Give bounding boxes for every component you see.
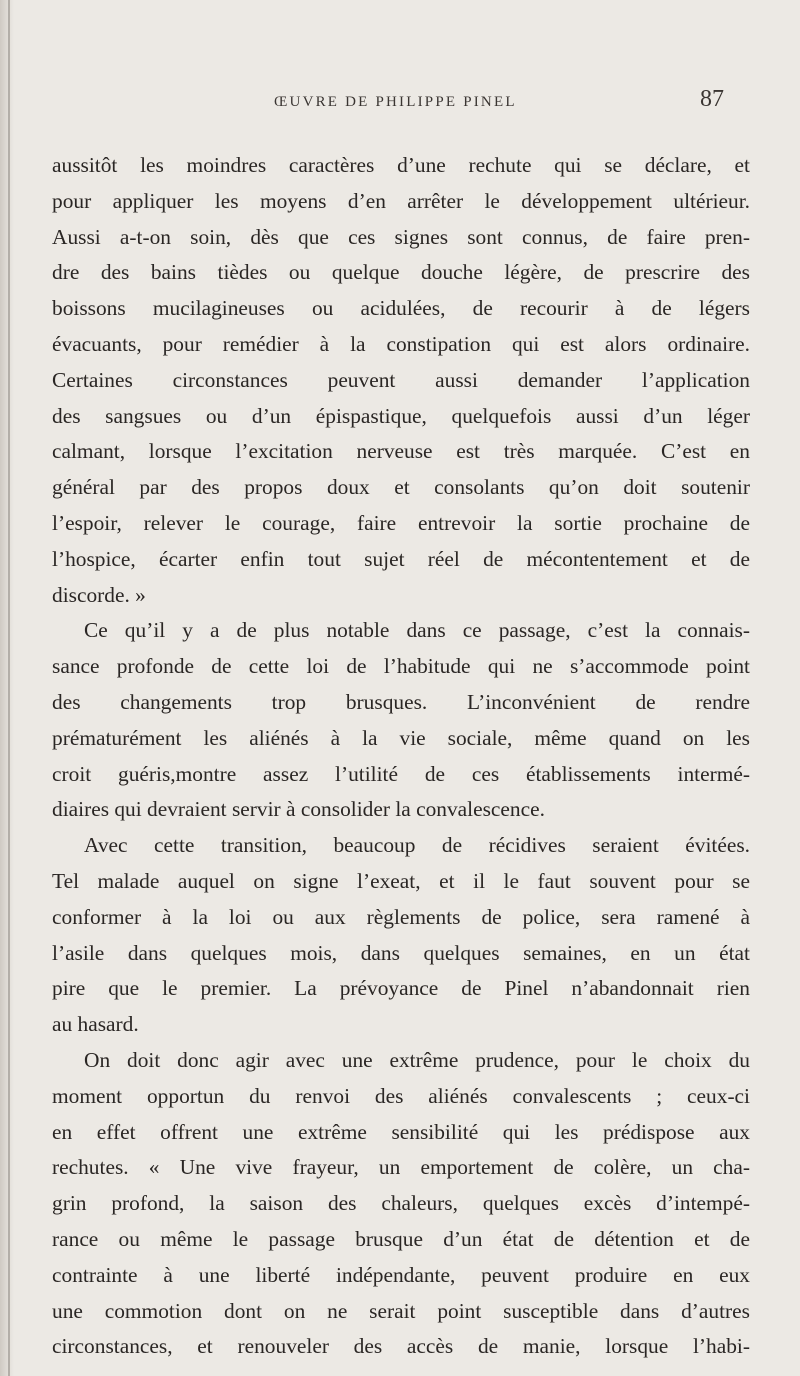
text-line: en effet offrent une extrême sensibilité qui les prédispose aux: [52, 1119, 750, 1144]
text-line: contrainte à une liberté indépendante, peuvent produire en eux: [52, 1262, 750, 1287]
text-line: conformer à la loi ou aux règlements de police, sera ramené à: [52, 904, 750, 929]
page-edge-shadow: [0, 0, 14, 1376]
running-head: [0, 86, 800, 116]
text-line: l’hospice, écarter enfin tout sujet réel de mécontentement et de: [52, 546, 750, 571]
text-line: au hasard.: [52, 1012, 139, 1037]
body-text: [52, 148, 750, 1365]
text-line: discorde. »: [52, 582, 146, 607]
text-line: prématurément les aliénés à la vie sociale, même quand on les: [52, 725, 750, 750]
text-line: l’asile dans quelques mois, dans quelques semaines, en un état: [52, 940, 750, 965]
text-line: rechutes. « Une vive frayeur, un emportement de colère, un cha-: [52, 1155, 750, 1180]
text-line: grin profond, la saison des chaleurs, quelques excès d’intempé-: [52, 1191, 750, 1216]
text-line: diaires qui devraient servir à consolider la convalescence.: [52, 797, 545, 822]
text-line: dre des bains tièdes ou quelque douche légère, de prescrire des: [52, 260, 750, 285]
text-line: pire que le premier. La prévoyance de Pinel n’abandonnait rien: [52, 976, 750, 1001]
text-line: Avec cette transition, beaucoup de récidives seraient évitées.: [84, 833, 750, 858]
page-number: 87: [700, 86, 724, 112]
text-line: des changements trop brusques. L’inconvénient de rendre: [52, 689, 750, 714]
text-line: aussitôt les moindres caractères d’une rechute qui se déclare, et: [52, 153, 750, 177]
text-line: des sangsues ou d’un épispastique, quelquefois aussi d’un léger: [52, 403, 750, 428]
text-line: rance ou même le passage brusque d’un état de détention et de: [52, 1226, 750, 1251]
text-line: boissons mucilagineuses ou acidulées, de recourir à de légers: [52, 296, 750, 321]
text-line: On doit donc agir avec une extrême prudence, pour le choix du: [84, 1047, 750, 1072]
text-line: Ce qu’il y a de plus notable dans ce passage, c’est la connais-: [84, 618, 750, 643]
text-line: calmant, lorsque l’excitation nerveuse est très marquée. C’est en: [52, 439, 750, 464]
text-line: Tel malade auquel on signe l’exeat, et il le faut souvent pour se: [52, 868, 750, 893]
text-line: l’espoir, relever le courage, faire entrevoir la sortie prochaine de: [52, 510, 750, 535]
text-line: général par des propos doux et consolants qu’on doit soutenir: [52, 475, 750, 500]
text-line: sance profonde de cette loi de l’habitude qui ne s’accommode point: [52, 654, 750, 679]
binding-edge-line: [8, 0, 10, 1376]
running-title: ŒUVRE DE PHILIPPE PINEL: [274, 94, 517, 110]
text-line: une commotion dont on ne serait point susceptible dans d’autres: [52, 1298, 750, 1323]
text-line: circonstances, et renouveler des accès de manie, lorsque l’habi-: [52, 1334, 750, 1359]
text-line: pour appliquer les moyens d’en arrêter le développement ultérieur.: [52, 188, 750, 213]
text-line: croit guéris,montre assez l’utilité de ces établissements intermé-: [52, 761, 750, 786]
text-line: Aussi a-t-on soin, dès que ces signes sont connus, de faire pren-: [52, 224, 750, 249]
text-line: moment opportun du renvoi des aliénés convalescents ; ceux-ci: [52, 1083, 750, 1108]
text-line: évacuants, pour remédier à la constipation qui est alors ordinaire.: [52, 331, 750, 356]
text-line: Certaines circonstances peuvent aussi demander l’application: [52, 367, 750, 392]
